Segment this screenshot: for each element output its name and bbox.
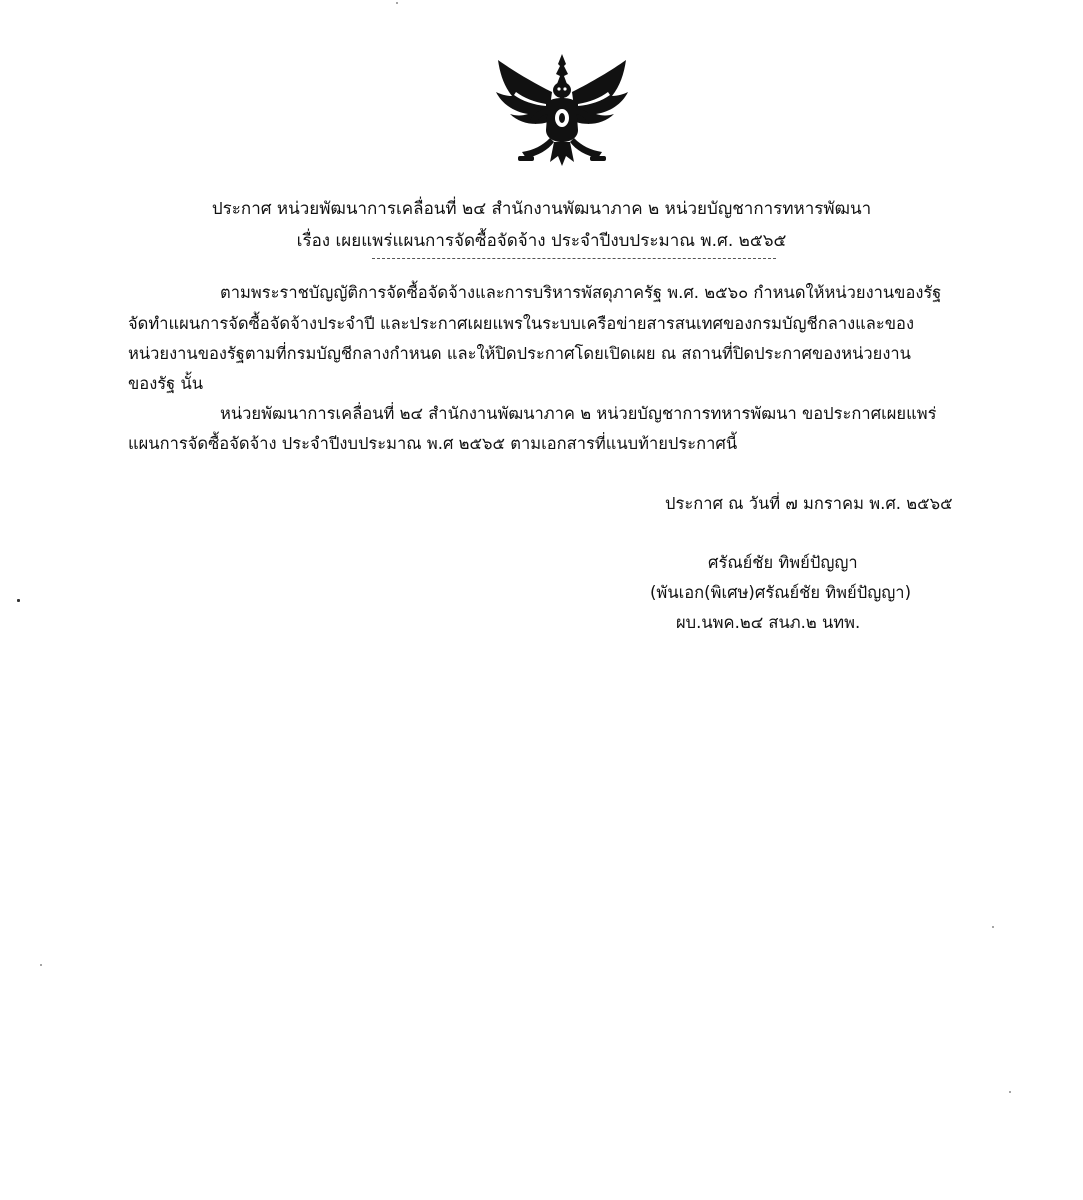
- heading-dashed-divider: [372, 258, 776, 259]
- announcement-date: ประกาศ ณ วันที่ ๗ มกราคม พ.ศ. ๒๕๖๕: [665, 494, 953, 513]
- garuda-emblem-icon: [492, 52, 632, 172]
- scan-speck: [396, 2, 398, 4]
- paragraph-1-line-4: ของรัฐ นั้น: [128, 374, 204, 393]
- paragraph-1-line-2: จัดทำแผนการจัดซื้อจัดจ้างประจำปี และประกาศเผยแพรในระบบเครือข่ายสารสนเทศของกรมบัญชีกลางและของ: [128, 314, 915, 333]
- scan-speck: [17, 599, 20, 602]
- heading-subject: เรื่อง เผยแพร่แผนการจัดซื้อจัดจ้าง ประจำปีงบประมาณ พ.ศ. ๒๕๖๕: [296, 231, 787, 251]
- paragraph-1-line-1: ตามพระราชบัญญัติการจัดซื้อจัดจ้างและการบริหารพัสดุภาครัฐ พ.ศ. ๒๕๖๐ กำหนดให้หน่วยงานของรัฐ: [220, 283, 942, 302]
- heading-announcement-title: ประกาศ หน่วยพัฒนาการเคลื่อนที่ ๒๔ สำนักงานพัฒนาภาค ๒ หน่วยบัญชาการทหารพัฒนา: [211, 199, 872, 219]
- signed-name: ศรัณย์ชัย ทิพย์ปัญญา: [708, 553, 858, 572]
- signatory-position: ผบ.นพค.๒๔ สนภ.๒ นทพ.: [676, 613, 861, 632]
- scan-speck: [1009, 1091, 1011, 1093]
- scan-speck: [40, 964, 42, 966]
- paragraph-2-line-2: แผนการจัดซื้อจัดจ้าง ประจำปีงบประมาณ พ.ศ ๒๕๖๕ ตามเอกสารที่แนบท้ายประกาศนี้: [128, 434, 738, 453]
- signatory-full-name: (พันเอก(พิเศษ)ศรัณย์ชัย ทิพย์ปัญญา): [650, 583, 912, 602]
- paragraph-1-line-3: หน่วยงานของรัฐตามที่กรมบัญชีกลางกำหนด และให้ปิดประกาศโดยเปิดเผย ณ สถานที่ปิดประกาศของหน่วยงาน: [128, 344, 911, 363]
- paragraph-2-line-1: หน่วยพัฒนาการเคลื่อนที่ ๒๔ สำนักงานพัฒนาภาค ๒ หน่วยบัญชาการทหารพัฒนา ขอประกาศเผยแพร่: [220, 404, 937, 423]
- scan-speck: [992, 926, 994, 928]
